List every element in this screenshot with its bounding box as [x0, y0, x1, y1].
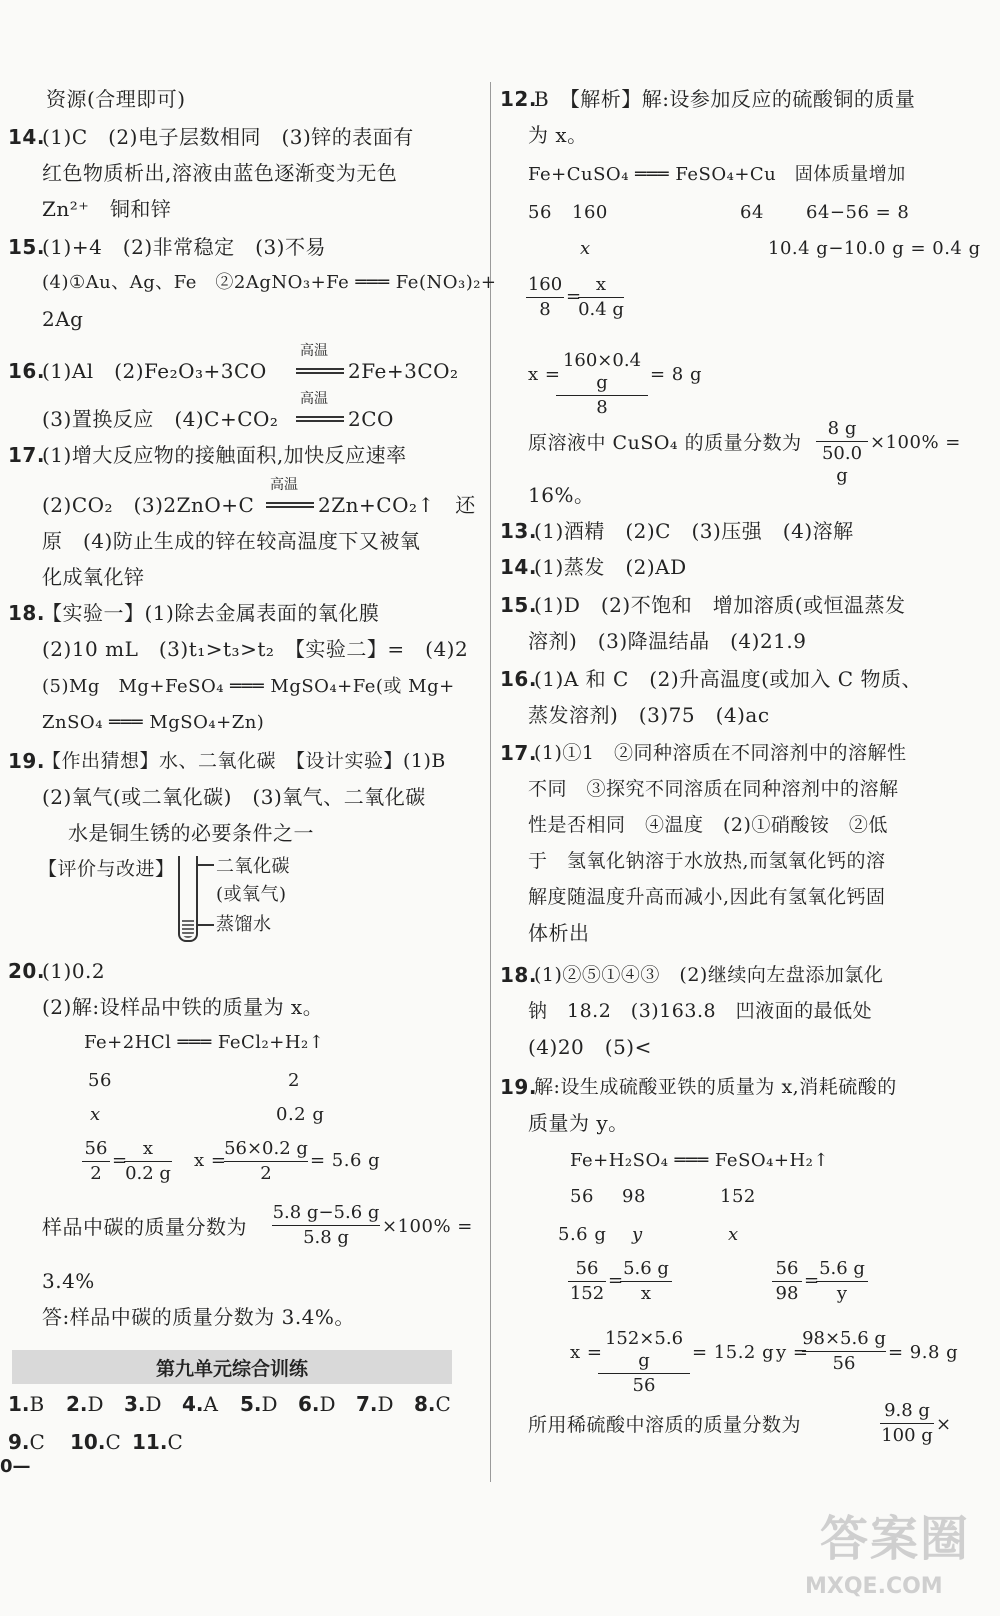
- fraction-bar: [568, 1281, 606, 1282]
- fraction-bar: [578, 297, 624, 298]
- mc-choice: C: [105, 1430, 121, 1454]
- unknown: x: [90, 1104, 101, 1125]
- percentage-tail: ×100% =: [382, 1216, 473, 1237]
- label-leader: [196, 924, 214, 926]
- denominator: 100 g: [881, 1425, 933, 1446]
- unknown: y: [632, 1224, 643, 1245]
- mc-choice: D: [261, 1392, 278, 1416]
- denominator: x: [640, 1283, 652, 1304]
- denominator: 2: [260, 1163, 272, 1184]
- diagram-label: (或氧气): [216, 884, 287, 905]
- diagram-label: 二氧化碳: [216, 856, 290, 877]
- fraction: [802, 1328, 886, 1375]
- question-number: 20.: [8, 959, 45, 983]
- question-number: 18.: [500, 963, 537, 987]
- chemical-equation: Fe+H₂SO₄ ═══ FeSO₄+H₂↑: [570, 1150, 829, 1171]
- molar-mass: 98: [622, 1186, 646, 1207]
- mc-number: 1.: [8, 1392, 30, 1416]
- mc-row: [8, 1430, 478, 1458]
- label-leader: [196, 864, 214, 866]
- percentage-label: 所用稀硫酸中溶质的质量分数为: [528, 1414, 802, 1436]
- mc-answer: [414, 1392, 451, 1416]
- answer-line: 资源(合理即可): [46, 87, 186, 111]
- mc-answer: [132, 1430, 183, 1454]
- fraction-bar: [224, 1161, 308, 1162]
- question-number: 15.: [500, 593, 537, 617]
- percentage-tail: ×100% =: [870, 432, 961, 453]
- denominator: 56: [832, 1353, 856, 1374]
- fraction-bar: [526, 297, 564, 298]
- mc-number: 5.: [240, 1392, 262, 1416]
- answer-line: 于 氢氧化钠溶于水放热,而氢氧化钙的溶: [528, 850, 886, 872]
- fraction-bar: [598, 1373, 690, 1374]
- fraction: [578, 274, 624, 321]
- reaction-arrow: [266, 506, 314, 508]
- molar-mass: 160: [572, 202, 608, 223]
- mass-value: 0.2 g: [276, 1104, 325, 1125]
- answer-line: 答:样品中碳的质量分数为 3.4%。: [42, 1305, 355, 1329]
- numerator: 9.8 g: [884, 1400, 930, 1421]
- mc-number: 3.: [124, 1392, 146, 1416]
- numerator: 56: [84, 1138, 108, 1159]
- molar-mass: 56: [528, 202, 552, 223]
- mc-answer: [66, 1392, 104, 1416]
- equals: =: [566, 286, 582, 307]
- denominator: 8: [596, 397, 608, 418]
- fraction: [556, 350, 648, 419]
- answer-line: B 【解析】解:设参加反应的硫酸铜的质量: [534, 87, 916, 111]
- chemical-equation: Fe+2HCl ═══ FeCl₂+H₂↑: [84, 1032, 325, 1053]
- x-equals: x =: [528, 364, 561, 385]
- mc-number: 8.: [414, 1392, 436, 1416]
- mc-answer: [356, 1392, 394, 1416]
- answer-line: 红色物质析出,溶液由蓝色逐渐变为无色: [42, 161, 398, 185]
- reaction-arrow: [296, 368, 344, 370]
- mc-choice: D: [145, 1392, 162, 1416]
- numerator: 160: [527, 274, 563, 295]
- mc-answer: [8, 1430, 45, 1454]
- fraction-bar: [772, 1281, 802, 1282]
- answer-line: 水是铜生锈的必要条件之一: [68, 821, 314, 845]
- answer-line: 解度随温度升高而减小,因此有氢氧化钙固: [528, 886, 886, 908]
- mc-choice: B: [29, 1392, 45, 1416]
- question-number: 14.: [8, 125, 45, 149]
- mc-number: 7.: [356, 1392, 378, 1416]
- numerator: 152×5.6 g: [604, 1328, 684, 1371]
- equals: =: [608, 1270, 624, 1291]
- equals: =: [804, 1270, 820, 1291]
- mc-number: 11.: [132, 1430, 168, 1454]
- answer-line: (2)10 mL (3)t₁>t₃>t₂ 【实验二】= (4)2: [42, 637, 469, 661]
- equation-left: (1)Al (2)Fe₂O₃+3CO: [42, 359, 267, 383]
- reaction-arrow: [266, 502, 314, 504]
- equation-left: (3)置换反应 (4)C+CO₂: [42, 407, 279, 431]
- mc-answer: [182, 1392, 218, 1416]
- equals: =: [112, 1150, 128, 1171]
- fraction: [620, 1258, 672, 1305]
- question-number: 17.: [500, 741, 537, 765]
- answer-line: 原 (4)防止生成的锌在较高温度下又被氧: [42, 529, 421, 553]
- page-number: 0—: [0, 1456, 31, 1477]
- mc-number: 10.: [70, 1430, 106, 1454]
- percentage-label: 样品中碳的质量分数为: [42, 1215, 247, 1239]
- answer-line: 溶剂) (3)降温结晶 (4)21.9: [528, 629, 807, 653]
- denominator: y: [836, 1283, 848, 1304]
- fraction-bar: [82, 1161, 110, 1162]
- numerator: x: [595, 274, 607, 295]
- question-number: 16.: [8, 359, 45, 383]
- fraction: [816, 1258, 868, 1305]
- answer-line: (1)②⑤①④③ (2)继续向左盘添加氯化: [534, 964, 884, 986]
- equation-right: 2Zn+CO₂↑ 还: [318, 493, 476, 517]
- answer-line: 体析出: [528, 921, 590, 945]
- fraction-bar: [816, 441, 868, 442]
- reaction-arrow: [296, 416, 344, 418]
- mc-choice: D: [377, 1392, 394, 1416]
- section-header: [12, 1350, 452, 1384]
- mc-choice: A: [203, 1392, 218, 1416]
- answer-line: 解:设生成硫酸亚铁的质量为 x,消耗硫酸的: [534, 1076, 897, 1098]
- watermark-text: 答案圈: [820, 1511, 971, 1567]
- denominator: 98: [775, 1283, 799, 1304]
- mass-increase: 64−56 = 8: [806, 202, 910, 223]
- numerator: 98×5.6 g: [802, 1328, 886, 1349]
- equation-right: 2Fe+3CO₂: [348, 359, 459, 383]
- fraction-bar: [816, 1281, 868, 1282]
- denominator: 5.8 g: [303, 1227, 349, 1248]
- percentage-tail: ×: [936, 1414, 952, 1435]
- mc-number: 6.: [298, 1392, 320, 1416]
- answer-line: 钠 18.2 (3)163.8 凹液面的最低处: [528, 1000, 873, 1022]
- x-equals: x =: [570, 1342, 603, 1363]
- fraction-bar: [880, 1423, 934, 1424]
- denominator: 2: [90, 1163, 102, 1184]
- watermark-url: MXQE.COM: [805, 1574, 943, 1599]
- fraction: [816, 418, 868, 487]
- distilled-water-fill: [182, 920, 194, 938]
- mass-value: 10.4 g−10.0 g = 0.4 g: [768, 238, 981, 259]
- answer-line: (4)20 (5)<: [528, 1035, 652, 1059]
- answer-line: (1)蒸发 (2)AD: [534, 555, 687, 579]
- numerator: 56×0.2 g: [224, 1138, 308, 1159]
- fraction: [82, 1138, 110, 1185]
- numerator: 5.6 g: [623, 1258, 669, 1279]
- reaction-condition: 高温: [300, 391, 328, 407]
- mc-answer: [70, 1430, 121, 1454]
- x-equals: x =: [194, 1150, 227, 1171]
- question-number: 16.: [500, 667, 537, 691]
- result: = 9.8 g: [888, 1342, 959, 1363]
- molar-mass: 152: [720, 1186, 756, 1207]
- answer-line: 蒸发溶剂) (3)75 (4)ac: [528, 703, 770, 727]
- mc-answer: [124, 1392, 162, 1416]
- molar-mass: 2: [288, 1070, 300, 1091]
- mc-number: 2.: [66, 1392, 88, 1416]
- fraction: [526, 274, 564, 321]
- fraction-bar: [802, 1351, 886, 1352]
- question-number: 12.: [500, 87, 537, 111]
- question-number: 18.: [8, 601, 45, 625]
- fraction: [880, 1400, 934, 1447]
- answer-line: 化成氧化锌: [42, 565, 145, 589]
- answer-line: (2)解:设样品中铁的质量为 x。: [42, 995, 324, 1019]
- answer-line: (1)酒精 (2)C (3)压强 (4)溶解: [534, 519, 854, 543]
- fraction-bar: [124, 1161, 172, 1162]
- mc-choice: C: [29, 1430, 45, 1454]
- percentage-label: 原溶液中 CuSO₄ 的质量分数为: [528, 432, 802, 454]
- answer-line: 为 x。: [528, 123, 588, 147]
- mc-choice: D: [319, 1392, 336, 1416]
- denominator: 8: [539, 299, 551, 320]
- numerator: 160×0.4 g: [562, 350, 642, 393]
- question-number: 13.: [500, 519, 537, 543]
- denominator: 50.0 g: [821, 443, 863, 486]
- numerator: 56: [575, 1258, 599, 1279]
- question-number: 19.: [500, 1075, 537, 1099]
- reaction-condition: 高温: [300, 343, 328, 359]
- watermark-logo: [800, 1500, 990, 1610]
- reaction-condition: 高温: [270, 477, 298, 493]
- result: = 5.6 g: [310, 1150, 381, 1171]
- section-title: 第九单元综合训练: [155, 1358, 308, 1380]
- mc-choice: D: [87, 1392, 104, 1416]
- answer-line: 性是否相同 ④温度 (2)①硝酸铵 ②低: [528, 814, 888, 836]
- fraction-bar: [556, 395, 648, 396]
- y-equals: y =: [776, 1342, 809, 1363]
- mass-value: 5.6 g: [558, 1224, 607, 1245]
- answer-line: (5)Mg Mg+FeSO₄ ═══ MgSO₄+Fe(或 Mg+: [42, 676, 455, 697]
- mc-answer: [240, 1392, 278, 1416]
- mc-row: [8, 1392, 478, 1420]
- answer-line: 不同 ③探究不同溶质在同种溶剂中的溶解: [528, 778, 899, 800]
- question-number: 19.: [8, 749, 45, 773]
- numerator: 5.8 g−5.6 g: [272, 1202, 380, 1223]
- fraction: [272, 1202, 380, 1249]
- fraction: [772, 1258, 802, 1305]
- answer-line: (1)增大反应物的接触面积,加快反应速率: [42, 443, 407, 467]
- numerator: x: [142, 1138, 154, 1159]
- mc-number: 9.: [8, 1430, 30, 1454]
- unknown: x: [728, 1224, 739, 1245]
- answer-line: (1)①1 ②同种溶质在不同溶剂中的溶解性: [534, 742, 907, 764]
- fraction-bar: [620, 1281, 672, 1282]
- reaction-arrow: [296, 372, 344, 374]
- answer-line: Zn²⁺ 铜和锌: [42, 197, 172, 221]
- numerator: 56: [775, 1258, 799, 1279]
- mc-choice: C: [435, 1392, 451, 1416]
- mc-answer: [8, 1392, 44, 1416]
- chemical-equation: Fe+CuSO₄ ═══ FeSO₄+Cu 固体质量增加: [528, 164, 906, 185]
- answer-line: 【作出猜想】水、二氧化碳 【设计实验】(1)B: [42, 750, 446, 772]
- numerator: 5.6 g: [819, 1258, 865, 1279]
- diagram-label: 蒸馏水: [216, 914, 272, 935]
- result: = 8 g: [650, 364, 702, 385]
- answer-line: 16%。: [528, 483, 595, 507]
- fraction: [224, 1138, 308, 1185]
- mc-number: 4.: [182, 1392, 204, 1416]
- equation-right: 2CO: [348, 407, 394, 431]
- question-number: 15.: [8, 235, 45, 259]
- answer-line: 【评价与改进】: [38, 858, 175, 880]
- answer-line: (1)C (2)电子层数相同 (3)锌的表面有: [42, 125, 414, 149]
- molar-mass: 56: [88, 1070, 112, 1091]
- denominator: 0.2 g: [125, 1163, 171, 1184]
- answer-line: (1)D (2)不饱和 增加溶质(或恒温蒸发: [534, 593, 906, 617]
- denominator: 152: [569, 1283, 605, 1304]
- answer-line: ZnSO₄ ═══ MgSO₄+Zn): [42, 712, 265, 733]
- denominator: 0.4 g: [578, 299, 624, 320]
- fraction: [568, 1258, 606, 1305]
- mc-choice: C: [167, 1430, 183, 1454]
- denominator: 56: [632, 1375, 656, 1396]
- test-tube: [178, 856, 198, 942]
- question-number: 14.: [500, 555, 537, 579]
- answer-line: 【实验一】(1)除去金属表面的氧化膜: [42, 601, 380, 625]
- answer-line: 2Ag: [42, 307, 84, 331]
- mc-answer: [298, 1392, 336, 1416]
- answer-line: (1)A 和 C (2)升高温度(或加入 C 物质、: [534, 667, 922, 691]
- molar-mass: 64: [740, 202, 764, 223]
- result: = 15.2 g: [692, 1342, 775, 1363]
- answer-line: (4)①Au、Ag、Fe ②2AgNO₃+Fe ═══ Fe(NO₃)₂+: [42, 272, 497, 293]
- question-number: 17.: [8, 443, 45, 467]
- answer-line: (1)0.2: [42, 959, 106, 983]
- equation-left: (2)CO₂ (3)2ZnO+C: [42, 493, 255, 517]
- reaction-arrow: [296, 420, 344, 422]
- fraction: [598, 1328, 690, 1397]
- unknown: x: [580, 238, 591, 259]
- answer-line: (2)氧气(或二氧化碳) (3)氧气、二氧化碳: [42, 785, 426, 809]
- answer-line: 3.4%: [42, 1269, 95, 1293]
- answer-line: (1)+4 (2)非常稳定 (3)不易: [42, 235, 326, 259]
- fraction-bar: [272, 1225, 380, 1226]
- fraction: [124, 1138, 172, 1185]
- molar-mass: 56: [570, 1186, 594, 1207]
- answer-line: 质量为 y。: [528, 1111, 629, 1135]
- numerator: 8 g: [827, 418, 857, 439]
